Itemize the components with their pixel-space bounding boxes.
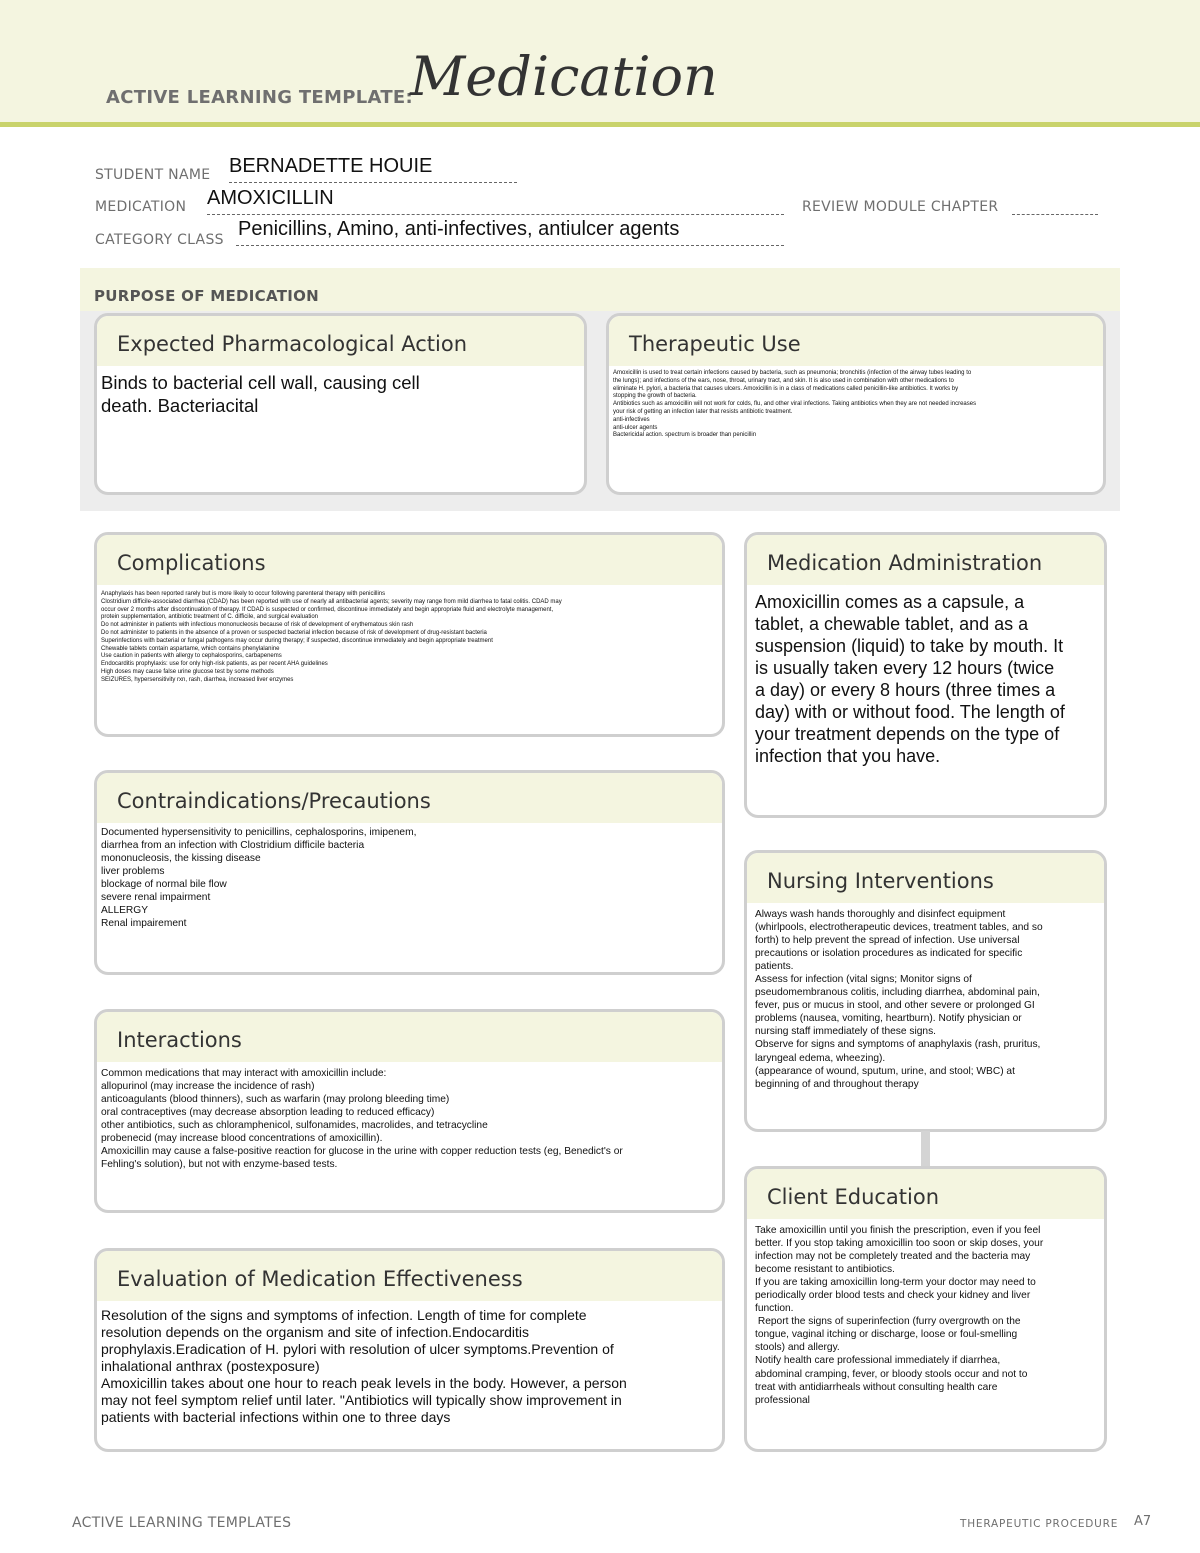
body-line: your treatment depends on the type of	[755, 723, 1060, 744]
body-line: Report the signs of superinfection (furry overgrowth on the	[755, 1316, 1021, 1328]
body-line: Do not administer in patients with infectious mononucleosis because of risk of development of erythematous skin rash	[101, 622, 414, 629]
body-line: ALLERGY	[101, 905, 148, 917]
body-line: suspension (liquid) to take by mouth. It	[755, 635, 1064, 656]
body-line: Amoxicillin takes about one hour to reach peak levels in the body. However, a person	[101, 1375, 627, 1392]
body-line: Assess for infection (vital signs; Monitor signs of	[755, 974, 972, 986]
body-line: Bactericidal action. spectrum is broader than penicillin	[613, 432, 757, 439]
nursing-interventions-body[interactable]	[747, 903, 1104, 1091]
complications-body[interactable]	[97, 585, 722, 685]
student-name-field[interactable]: BERNADETTE HOUIE	[229, 155, 433, 177]
client-education-card	[744, 1166, 1107, 1452]
body-line: the lungs); and infections of the ears, nose, throat, urinary tract, and skin. It is also used in combination with other medications to	[613, 377, 954, 384]
body-line: anti-infectives	[613, 416, 650, 423]
body-line: beginning of and throughout therapy	[755, 1078, 919, 1090]
body-line: may not feel symptom relief until later. "Antibiotics will typically show improvement in	[101, 1392, 622, 1409]
body-line: resolution depends on the organism and site of infection.Endocarditis	[101, 1324, 530, 1341]
body-line: treat with antidiarrheals without consulting health care	[755, 1381, 998, 1393]
body-line: Amoxicillin is used to treat certain infections caused by bacteria, such as pneumonia; bronchitis (infection of the airway tubes leading to	[613, 370, 972, 376]
client-education-body[interactable]	[747, 1219, 1104, 1407]
client-education-title: Client Education	[747, 1169, 1104, 1219]
expected-action-card	[94, 313, 587, 495]
review-module-underline	[1012, 214, 1098, 215]
body-line: anti-ulcer agents	[613, 424, 658, 431]
expected-action-body[interactable]	[97, 366, 584, 417]
body-line: infection that you have.	[755, 745, 941, 766]
body-line: Always wash hands thoroughly and disinfect equipment	[755, 909, 1006, 920]
body-line: problems (nausea, vomiting, heartburn). Notify physician or	[755, 1013, 1022, 1025]
body-line: Anaphylaxis has been reported rarely but is more likely to occur following parenteral therapy with penicillins	[101, 591, 386, 597]
category-class-field[interactable]: Penicillins, Amino, anti-infectives, antiulcer agents	[238, 218, 680, 240]
therapeutic-use-body[interactable]	[609, 366, 1103, 440]
body-line: Notify health care professional immediately if diarrhea,	[755, 1355, 1001, 1367]
category-class-underline	[236, 245, 784, 246]
body-line: Chewable tablets contain aspartame, which contains phenylalanine	[101, 645, 280, 652]
nursing-interventions-title: Nursing Interventions	[747, 853, 1104, 903]
footer-page-number: A7	[1134, 1514, 1152, 1529]
body-line: become resistant to antibiotics.	[755, 1264, 895, 1276]
body-line: your risk of getting an infection later that resists antibiotic treatment.	[613, 408, 793, 415]
body-line: anticoagulants (blood thinners), such as warfarin (may prolong bleeding time)	[101, 1094, 450, 1106]
body-line: (appearance of wound, sputum, urine, and stool; WBC) at	[755, 1065, 1015, 1077]
body-line: forth) to help prevent the spread of infection. Use universal	[755, 935, 1020, 947]
body-line: stopping the growth of bacteria.	[613, 393, 697, 400]
body-line: day) with or without food. The length of	[755, 701, 1065, 722]
contraindications-card	[94, 770, 725, 975]
evaluation-card	[94, 1248, 725, 1452]
body-line: blockage of normal bile flow	[101, 879, 227, 891]
body-line: Antibiotics such as amoxicillin will not work for colds, flu, and other viral infections. Taking antibiotics when they are not needed increases	[613, 401, 977, 408]
body-line: allopurinol (may increase the incidence of rash)	[101, 1081, 315, 1093]
complications-title: Complications	[97, 535, 722, 585]
template-label: ACTIVE LEARNING TEMPLATE:	[106, 87, 413, 108]
body-line: mononucleosis, the kissing disease	[101, 853, 261, 865]
body-line: death. Bacteriacital	[101, 394, 259, 416]
purpose-label: PURPOSE OF MEDICATION	[94, 287, 320, 305]
body-line: a day) or every 8 hours (three times a	[755, 679, 1056, 700]
body-line: severe renal impairment	[101, 892, 211, 904]
body-line: tablet, a chewable tablet, and as a	[755, 613, 1029, 634]
body-line: stools) and allergy.	[755, 1342, 840, 1354]
body-line: other antibiotics, such as chloramphenicol, sulfonamides, macrolides, and tetracycline	[101, 1120, 488, 1132]
body-line: professional	[755, 1394, 810, 1406]
therapeutic-use-title: Therapeutic Use	[609, 316, 1103, 366]
evaluation-body[interactable]	[97, 1301, 722, 1427]
body-line: Renal impairement	[101, 918, 187, 930]
medication-underline	[207, 214, 784, 215]
category-class-label: CATEGORY CLASS	[95, 232, 224, 248]
student-name-label: STUDENT NAME	[95, 167, 211, 183]
body-line: fever, pus or mucus in stool, and other severe or prolonged GI	[755, 1000, 1035, 1012]
body-line: Observe for signs and symptoms of anaphylaxis (rash, pruritus,	[755, 1039, 1041, 1051]
body-line: (whirlpools, electrotherapeutic devices, treatment tables, and so	[755, 922, 1043, 934]
body-line: Take amoxicillin until you finish the prescription, even if you feel	[755, 1225, 1041, 1236]
body-line: pseudomembranous colitis, including diarrhea, abdominal pain,	[755, 987, 1040, 999]
body-line: Superinfections with bacterial or fungal pathogens may occur during therapy; if suspected, discontinue immediately and begin appropriate treatment	[101, 637, 493, 644]
body-line: occur over 2 months after discontinuation of therapy. If CDAD is suspected or confirmed, discontinue immediately and begin appropriate fluid and electrolyte management,	[101, 606, 554, 613]
medication-label: MEDICATION	[95, 199, 187, 215]
body-line: tongue, vaginal itching or discharge, loose or foul-smelling	[755, 1329, 1018, 1341]
body-line: better. If you stop taking amoxicillin too soon or skip doses, your	[755, 1238, 1044, 1250]
student-name-underline	[229, 182, 517, 183]
therapeutic-use-card	[606, 313, 1106, 495]
body-line: patients.	[755, 961, 794, 973]
body-line: protein supplementation, antibiotic treatment of C. difficile, and surgical evaluation	[101, 614, 319, 621]
body-line: Clostridium difficile-associated diarrhea (CDAD) has been reported with use of nearly all antibacterial agents; severity may range from mild diarrhea to fatal colitis. CDAD may	[101, 598, 562, 605]
body-line: function.	[755, 1303, 794, 1315]
body-line: nursing staff immediately of these signs.	[755, 1026, 937, 1038]
body-line: Do not administer to patients in the absence of a proven or suspected bacterial infection because of risk of development of drug-resistant bacteria	[101, 629, 487, 636]
body-line: Amoxicillin may cause a false-positive reaction for glucose in the urine with copper reduction tests (eg, Benedict's or	[101, 1146, 623, 1158]
body-line: Binds to bacterial cell wall, causing cell	[101, 372, 420, 393]
body-line: diarrhea from an infection with Clostridium difficile bacteria	[101, 840, 365, 852]
body-line: prophylaxis.Eradication of H. pylori with resolution of ulcer symptoms.Prevention of	[101, 1341, 614, 1358]
body-line: abdominal cramping, fever, or bloody stools occur and not to	[755, 1368, 1028, 1380]
body-line: is usually taken every 12 hours (twice	[755, 657, 1055, 678]
complications-card	[94, 532, 725, 737]
body-line: infection may not be completely treated and the bacteria may	[755, 1251, 1031, 1263]
body-line: Documented hypersensitivity to penicillins, cephalosporins, imipenem,	[101, 827, 417, 838]
administration-body[interactable]	[747, 585, 1104, 768]
body-line: Use caution in patients with allergy to cephalosporins, carbapenems	[101, 653, 282, 660]
body-line: Amoxicillin comes as a capsule, a	[755, 592, 1025, 612]
body-line: patients with bacterial infections within one to three days	[101, 1409, 451, 1426]
body-line: Endocarditis prophylaxis: use for only high-risk patients, as per recent AHA guidelines	[101, 661, 328, 668]
nursing-interventions-card	[744, 850, 1107, 1132]
administration-card	[744, 532, 1107, 818]
body-line: Common medications that may interact with amoxicillin include:	[101, 1068, 387, 1079]
body-line: periodically order blood tests and check your kidney and liver	[755, 1290, 1031, 1302]
body-line: SEIZURES, hypersensitivity rxn, rash, diarrhea, increased liver enzymes	[101, 676, 294, 683]
evaluation-title: Evaluation of Medication Effectiveness	[97, 1251, 722, 1301]
medication-field[interactable]: AMOXICILLIN	[207, 187, 334, 209]
body-line: precautions or isolation procedures as indicated for specific	[755, 948, 1023, 960]
card-connector	[921, 1131, 930, 1167]
body-line: Fehling's solution), but not with enzyme-based tests.	[101, 1159, 338, 1171]
body-line: High doses may cause false urine glucose test by some methods	[101, 668, 274, 675]
body-line: If you are taking amoxicillin long-term your doctor may need to	[755, 1277, 1036, 1289]
body-line: eliminate H. pylori, a bacteria that causes ulcers. Amoxicillin is in a class of medications called penicillin-like antibiotics. It works by	[613, 385, 959, 392]
body-line: laryngeal edema, wheezing).	[755, 1052, 886, 1064]
body-line: oral contraceptives (may decrease absorption leading to reduced efficacy)	[101, 1107, 435, 1119]
interactions-card	[94, 1009, 725, 1213]
expected-action-title: Expected Pharmacological Action	[97, 316, 584, 366]
contraindications-body[interactable]	[97, 823, 722, 930]
body-line: inhalational anthrax (postexposure)	[101, 1358, 320, 1375]
body-line: probenecid (may increase blood concentrations of amoxicillin).	[101, 1133, 383, 1145]
review-module-label: REVIEW MODULE CHAPTER	[802, 199, 999, 215]
administration-title: Medication Administration	[747, 535, 1104, 585]
interactions-body[interactable]	[97, 1062, 722, 1171]
contraindications-title: Contraindications/Precautions	[97, 773, 722, 823]
body-line: liver problems	[101, 866, 165, 878]
footer-right: THERAPEUTIC PROCEDURE	[960, 1518, 1119, 1530]
header-rule	[0, 122, 1200, 127]
page-title: Medication	[410, 45, 718, 108]
footer-left: ACTIVE LEARNING TEMPLATES	[72, 1515, 292, 1531]
body-line: Resolution of the signs and symptoms of infection. Length of time for complete	[101, 1307, 587, 1323]
interactions-title: Interactions	[97, 1012, 722, 1062]
